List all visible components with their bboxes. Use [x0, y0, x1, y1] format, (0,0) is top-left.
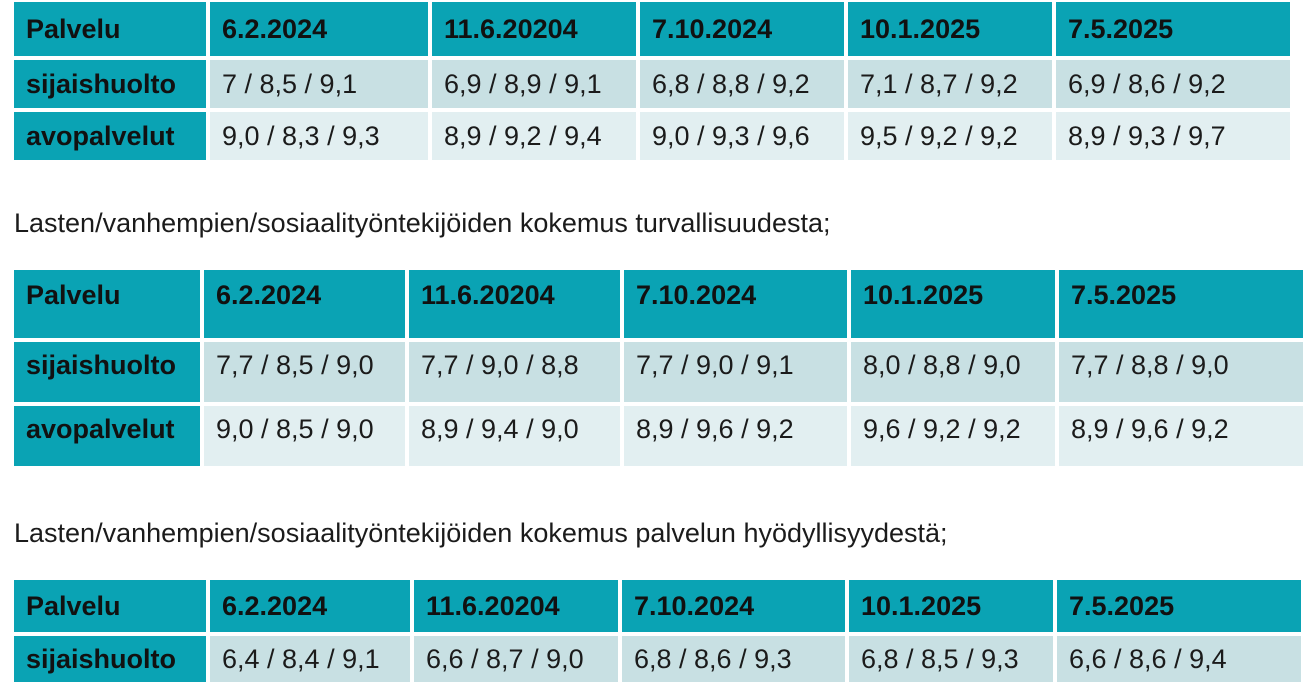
- table-cell: 6,6 / 8,6 / 9,4: [1057, 636, 1301, 682]
- table-cell: 6,6 / 8,7 / 9,0: [414, 636, 618, 682]
- table-ratings-safety: [10, 266, 1307, 470]
- table-cell: 6,9 / 8,9 / 9,1: [432, 60, 636, 108]
- table-cell: 7,7 / 9,0 / 9,1: [624, 342, 847, 402]
- table-ratings-usefulness: [10, 576, 1305, 686]
- row-label: sijaishuolto: [14, 636, 206, 682]
- table-cell: 6,4 / 8,4 / 9,1: [210, 636, 410, 682]
- table-header-row: [14, 2, 1290, 56]
- header-cell-date: 7.5.2025: [1056, 2, 1290, 56]
- table-caption-safety: Lasten/vanhempien/sosiaalityöntekijöiden kokemus turvallisuudesta;: [14, 208, 831, 238]
- header-cell-date: 6.2.2024: [204, 270, 405, 338]
- header-cell-date: 11.6.20204: [414, 580, 618, 632]
- table-cell: 6,8 / 8,5 / 9,3: [849, 636, 1053, 682]
- table-cell: 9,5 / 9,2 / 9,2: [848, 112, 1052, 160]
- header-cell-date: 10.1.2025: [848, 2, 1052, 56]
- table-cell: 6,9 / 8,6 / 9,2: [1056, 60, 1290, 108]
- header-cell-date: 10.1.2025: [849, 580, 1053, 632]
- table-cell: 7,7 / 9,0 / 8,8: [409, 342, 620, 402]
- table-cell: 8,9 / 9,4 / 9,0: [409, 406, 620, 466]
- header-cell-service: Palvelu: [14, 580, 206, 632]
- row-label: sijaishuolto: [14, 60, 206, 108]
- header-cell-date: 11.6.20204: [432, 2, 636, 56]
- table-cell: 9,0 / 8,5 / 9,0: [204, 406, 405, 466]
- table-cell: 7,7 / 8,8 / 9,0: [1059, 342, 1303, 402]
- table-header-row: [14, 270, 1303, 338]
- row-label: avopalvelut: [14, 112, 206, 160]
- table-cell: 6,8 / 8,6 / 9,3: [622, 636, 845, 682]
- table-cell: 8,9 / 9,3 / 9,7: [1056, 112, 1290, 160]
- header-cell-date: 6.2.2024: [210, 580, 410, 632]
- table-cell: 8,9 / 9,6 / 9,2: [1059, 406, 1303, 466]
- table-cell: 9,0 / 8,3 / 9,3: [210, 112, 428, 160]
- header-cell-date: 7.10.2024: [640, 2, 844, 56]
- table-row: [14, 60, 1290, 108]
- table-ratings-1: [10, 0, 1294, 164]
- table-cell: 7 / 8,5 / 9,1: [210, 60, 428, 108]
- table-cell: 7,1 / 8,7 / 9,2: [848, 60, 1052, 108]
- header-cell-service: Palvelu: [14, 270, 200, 338]
- row-label: sijaishuolto: [14, 342, 200, 402]
- header-cell-date: 10.1.2025: [851, 270, 1055, 338]
- table-header-row: [14, 580, 1301, 632]
- header-cell-date: 7.10.2024: [622, 580, 845, 632]
- header-cell-date: 7.5.2025: [1059, 270, 1303, 338]
- table-row: [14, 112, 1290, 160]
- table-row: [14, 636, 1301, 682]
- table-row: [14, 342, 1303, 402]
- header-cell-date: 7.10.2024: [624, 270, 847, 338]
- table-cell: 8,0 / 8,8 / 9,0: [851, 342, 1055, 402]
- row-label: avopalvelut: [14, 406, 200, 466]
- header-cell-date: 6.2.2024: [210, 2, 428, 56]
- table-cell: 9,6 / 9,2 / 9,2: [851, 406, 1055, 466]
- table-cell: 8,9 / 9,2 / 9,4: [432, 112, 636, 160]
- header-cell-date: 7.5.2025: [1057, 580, 1301, 632]
- header-cell-service: Palvelu: [14, 2, 206, 56]
- table-cell: 9,0 / 9,3 / 9,6: [640, 112, 844, 160]
- table-caption-usefulness: Lasten/vanhempien/sosiaalityöntekijöiden kokemus palvelun hyödyllisyydestä;: [14, 518, 948, 548]
- table-cell: 7,7 / 8,5 / 9,0: [204, 342, 405, 402]
- table-cell: 8,9 / 9,6 / 9,2: [624, 406, 847, 466]
- table-cell: 6,8 / 8,8 / 9,2: [640, 60, 844, 108]
- table-row: [14, 406, 1303, 466]
- header-cell-date: 11.6.20204: [409, 270, 620, 338]
